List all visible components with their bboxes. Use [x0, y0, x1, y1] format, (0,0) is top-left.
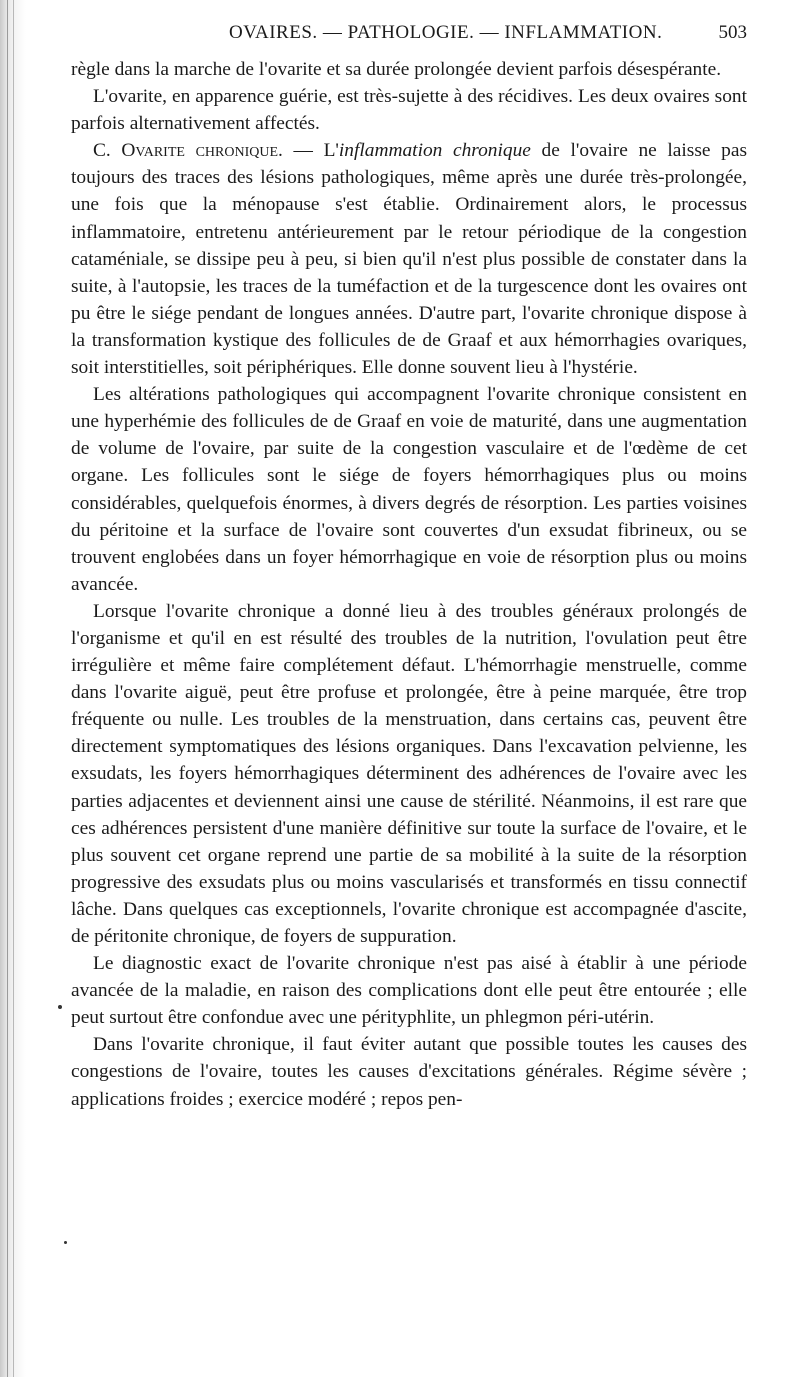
book-page — [71, 22, 747, 1113]
heading-article: L' — [323, 140, 339, 162]
paragraph-3-chronic-ovaritis — [71, 137, 747, 381]
binding-edge-line — [13, 0, 14, 1377]
paragraph-4: Les altérations pathologiques qui accompagnent l'ovarite chronique consistent en une hyperhémie des follicules de de Graaf en voie de maturité, dans une augmentation de volume de l'ovaire, par suite de la congestion vasculaire et de l'œdème de cet organe. Les follicules sont le siége de foyers hémorrhagiques plus ou moins considérables, quelquefois énormes, à divers degrés de résorption. Les parties voisines du péritoine et la surface de l'ovaire sont couvertes d'un exsudat fibrineux, ou se trouvent englobées dans un foyer hémorrhagique en voie de résorption plus ou moins avancée. — [71, 384, 747, 595]
italic-term: inflammation chronique — [338, 140, 531, 162]
running-head-title: OVAIRES. — PATHOLOGIE. — INFLAMMATION. — [229, 22, 663, 43]
paragraph-3-text: de l'ovaire ne laisse pas toujours des traces des lésions pathologiques, même après une durée très-prolongée, une fois que la ménopause s'est établie. Ordinairement alors, le processus inflammatoire, entretenu antérieurement par le retour périodique de la congestion cataméniale, se dissipe peu à peu, si bien qu'il n'est plus possible de constater dans la suite, à l'autopsie, les traces de la tuméfaction et de la turgescence dont les ovaires ont pu être le siége pendant de longues années. D'autre part, l'ovarite chronique dispose à la transformation kystique des follicules de de Graaf et aux hémorrhagies ovariques, soit interstitielles, soit périphériques. Elle donne souvent lieu à l'hystérie. — [71, 140, 747, 379]
section-heading: C. Ovarite chronique. — [93, 140, 283, 162]
paragraph-7: Dans l'ovarite chronique, il faut éviter autant que possible toutes les causes des congestions de l'ovaire, toutes les causes d'excitations générales. Régime sévère ; applications froides ; exercice modéré ; repos pen- — [71, 1034, 747, 1110]
binding-edge-line — [7, 0, 8, 1377]
body-text — [71, 56, 747, 1113]
paragraph-6: Le diagnostic exact de l'ovarite chronique n'est pas aisé à établir à une période avancée de la maladie, en raison des complications dont elle peut être entourée ; elle peut surtout être confondue avec une pérityphlite, un phlegmon péri-utérin. — [71, 953, 747, 1029]
paragraph-2: L'ovarite, en apparence guérie, est très-sujette à des récidives. Les deux ovaires sont parfois alternativement affectés. — [71, 86, 747, 135]
margin-speck — [58, 1005, 62, 1009]
margin-speck — [64, 1241, 67, 1244]
paragraph-5: Lorsque l'ovarite chronique a donné lieu à des troubles généraux prolongés de l'organisme et qu'il en est résulté des troubles de la nutrition, l'ovulation peut être irrégulière et même faire complétement défaut. L'hémorrhagie menstruelle, comme dans l'ovarite aiguë, peut être profuse et prolongée, être à peine marquée, être trop fréquente ou nulle. Les troubles de la menstruation, dans certains cas, peuvent être directement symptomatiques des lésions organiques. Dans l'excavation pelvienne, les exsudats, les foyers hémorrhagiques déterminent des adhérences de l'ovaire avec les parties adjacentes et deviennent ainsi une cause de stérilité. Néanmoins, il est rare que ces adhérences persistent d'une manière définitive sur toute la surface de l'ovaire, et le plus souvent cet organe reprend une partie de sa mobilité à la suite de la résorption progressive des exsudats plus ou moins vascularisés et transformés en tissu connectif lâche. Dans quelques cas exceptionnels, l'ovarite chronique est accompagnée d'ascite, de péritonite chronique, de foyers de suppuration. — [71, 600, 747, 947]
page-number: 503 — [718, 22, 747, 43]
paragraph-1: règle dans la marche de l'ovarite et sa durée prolongée devient parfois désespérante. — [71, 59, 722, 80]
running-head — [71, 22, 747, 50]
heading-dash: — — [282, 140, 324, 162]
